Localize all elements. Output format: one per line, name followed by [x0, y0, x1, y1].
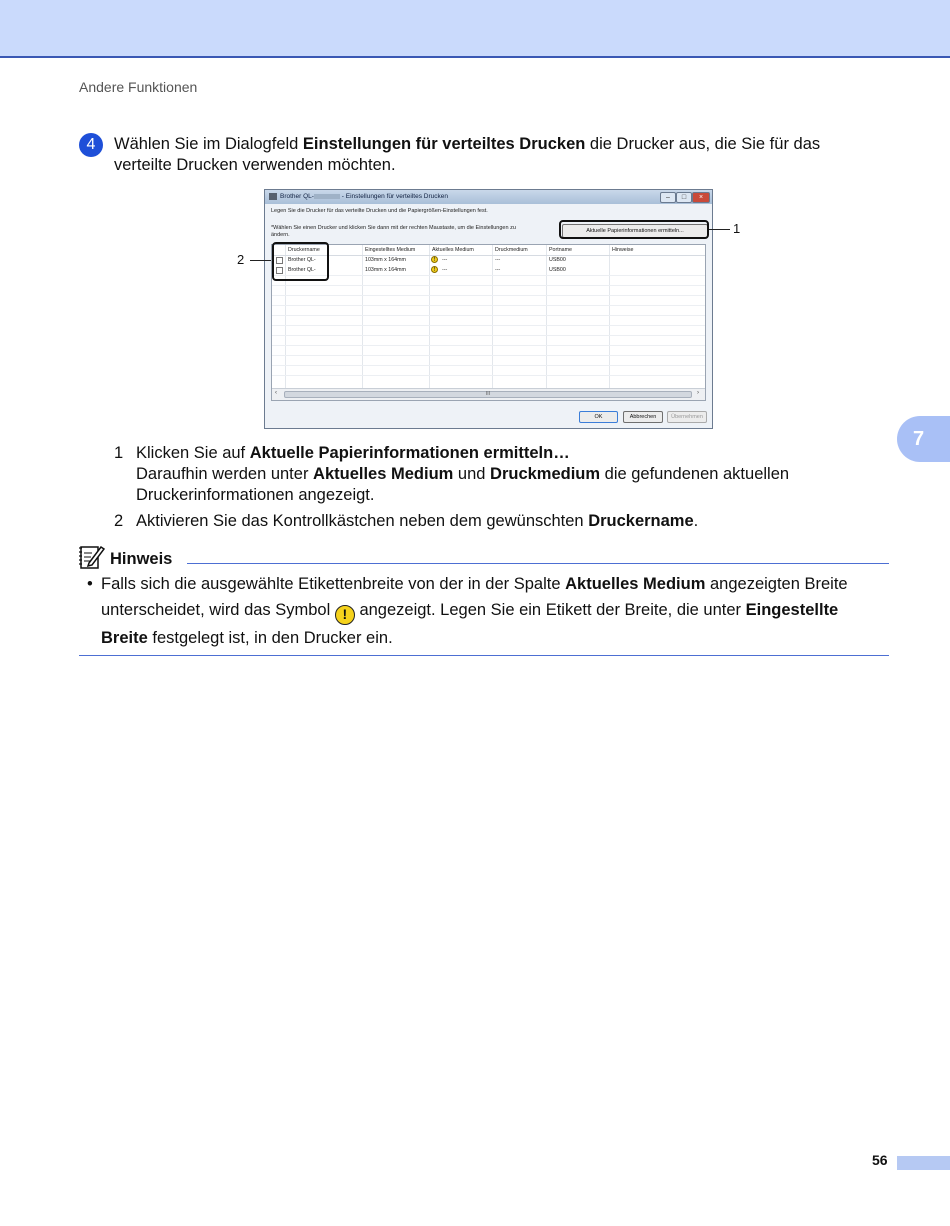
- note-header: [79, 544, 889, 574]
- list-item-text: Klicken Sie auf Aktuelle Papierinformationen ermitteln… Daraufhin werden unter Aktuelles Medium und Druckmedium die gefundenen aktuellen Druckerinformationen angezeigt.: [136, 444, 790, 504]
- warning-icon: !: [431, 266, 438, 273]
- port-name: USB00: [549, 267, 566, 273]
- current-medium: ---: [442, 267, 448, 273]
- row-divider: [272, 275, 705, 276]
- column-header[interactable]: Portname: [549, 247, 572, 253]
- chapter-tab: 7: [897, 416, 950, 462]
- dialog-title: Brother QL- - Einstellungen für verteiltes Drucken: [280, 193, 448, 200]
- list-item-number: 1: [114, 444, 124, 462]
- printer-icon: [269, 193, 277, 200]
- row-divider: [272, 315, 705, 316]
- apply-button[interactable]: Übernehmen: [667, 411, 707, 423]
- printer-table: [271, 244, 706, 401]
- maximize-button[interactable]: □: [676, 192, 692, 203]
- dialog-hint: *Wählen Sie einen Drucker und klicken Sie dann mit der rechten Maustaste, um die Einstellungen zu ändern.: [271, 225, 516, 238]
- printer-name: Brother QL-: [288, 257, 316, 263]
- scroll-left-icon[interactable]: ‹: [275, 390, 277, 396]
- row-divider: [272, 355, 705, 356]
- callout-box-2: [272, 242, 329, 281]
- callout-number-1: 1: [733, 221, 741, 236]
- port-name: USB00: [549, 257, 566, 263]
- column-header[interactable]: Druckername: [288, 247, 320, 253]
- column-header[interactable]: Aktuelles Medium: [432, 247, 474, 253]
- cancel-button[interactable]: Abbrechen: [623, 411, 663, 423]
- note-pencil-icon: [79, 544, 105, 570]
- row-divider: [272, 335, 705, 336]
- note-bottom-divider: [79, 655, 889, 656]
- dialog-screenshot: [264, 189, 713, 429]
- list-item-text: Aktivieren Sie das Kontrollkästchen neben dem gewünschten Druckername.: [136, 512, 699, 530]
- table-row[interactable]: [272, 255, 705, 265]
- column-header[interactable]: Druckmedium: [495, 247, 528, 253]
- column-header[interactable]: Eingestelltes Medium: [365, 247, 416, 253]
- printer-name: Brother QL-: [288, 267, 316, 273]
- row-divider: [272, 305, 705, 306]
- minimize-button[interactable]: –: [660, 192, 676, 203]
- note-title: Hinweis: [110, 550, 173, 568]
- note-bullet: [87, 571, 882, 651]
- list-item-number: 2: [114, 512, 124, 530]
- current-medium: ---: [442, 257, 448, 263]
- set-medium: 103mm x 164mm: [365, 257, 406, 263]
- list-item: [114, 511, 854, 532]
- print-medium: ---: [495, 257, 501, 263]
- get-paper-info-button[interactable]: Aktuelle Papierinformationen ermitteln...: [562, 224, 708, 238]
- callout-number-2: 2: [237, 252, 245, 267]
- list-item: [114, 443, 854, 506]
- page-bar: [897, 1156, 950, 1170]
- row-divider: [272, 375, 705, 376]
- note-text: Falls sich die ausgewählte Etikettenbreite von der in der Spalte Aktuelles Medium angezeigten Breite unterscheidet, wird das Symbol ! angezeigt. Legen Sie ein Etikett der Breite, die unter Eingestellte Breite festgelegt ist, in den Drucker ein.: [101, 575, 848, 647]
- section-label: Andere Funktionen: [79, 79, 198, 95]
- dialog-titlebar: [265, 190, 712, 204]
- dialog-description: Legen Sie die Drucker für das verteilte Drucken und die Papiergrößen-Einstellungen fest.: [271, 208, 488, 214]
- row-divider: [272, 325, 705, 326]
- column-header[interactable]: Hinweise: [612, 247, 634, 253]
- note-divider: [187, 563, 889, 564]
- warning-icon: !: [431, 256, 438, 263]
- scroll-right-icon[interactable]: ›: [697, 390, 699, 396]
- callout-line-2: [250, 260, 271, 261]
- step-instruction: Wählen Sie im Dialogfeld Einstellungen für verteiltes Drucken die Drucker aus, die Sie für das verteilte Drucken verwenden möchten.: [114, 135, 821, 174]
- header-band: [0, 0, 950, 58]
- row-divider: [272, 295, 705, 296]
- row-divider: [272, 365, 705, 366]
- scroll-thumb[interactable]: III: [284, 391, 692, 398]
- warning-icon: !: [335, 605, 355, 625]
- ok-button[interactable]: OK: [579, 411, 618, 423]
- close-button[interactable]: ×: [692, 192, 710, 203]
- callout-box-1: [559, 220, 709, 239]
- horizontal-scrollbar[interactable]: [272, 388, 705, 401]
- set-medium: 103mm x 164mm: [365, 267, 406, 273]
- step-number: 4: [79, 133, 103, 157]
- print-medium: ---: [495, 267, 501, 273]
- row-divider: [272, 345, 705, 346]
- row-divider: [272, 285, 705, 286]
- bullet-marker: •: [87, 575, 93, 593]
- page-number: 56: [872, 1152, 888, 1168]
- table-row[interactable]: [272, 265, 705, 275]
- callout-line-1: [709, 229, 730, 230]
